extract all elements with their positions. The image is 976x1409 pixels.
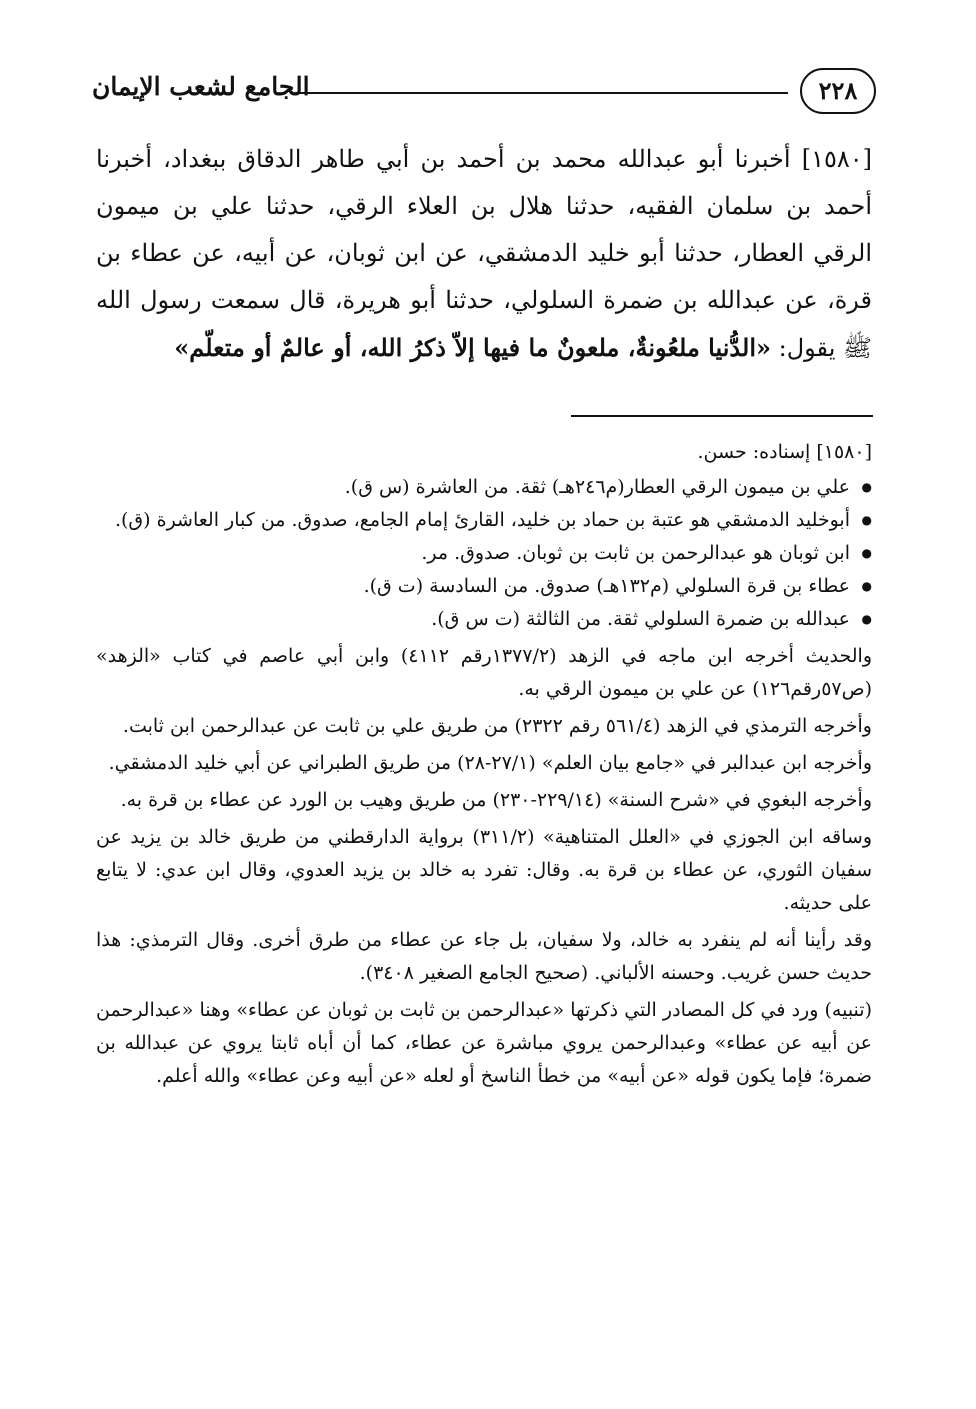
narrator-item: ● أبوخليد الدمشقي هو عتبة بن حماد بن خليد، القارئ إمام الجامع، صدوق. من كبار العاشرة (ق).: [96, 504, 852, 537]
takhrij-paragraph: وأخرجه الترمذي في الزهد (٥٦١/٤ رقم ٢٣٢٢) من طريق علي بن ثابت عن عبدالرحمن ابن ثابت.: [122, 715, 872, 737]
page-number: ٢٢٨: [800, 68, 876, 114]
hadith-matn: «الدُّنيا ملعُونةٌ، ملعونٌ ما فيها إلاّ ذكرُ الله، أو عالمٌ أو متعلّم»: [174, 333, 771, 362]
narrator-item: ● ابن ثوبان هو عبدالرحمن بن ثابت بن ثوبان. صدوق. مر.: [96, 537, 852, 570]
takhrij-paragraph: وأخرجه ابن عبدالبر في «جامع بيان العلم» (٢٧/١-٢٨) من طريق الطبراني عن أبي خليد الدمشقي.: [108, 752, 872, 774]
hadith-ref-number: [١٥٨٠]: [801, 145, 872, 173]
tanbih-paragraph: (تنبيه) ورد في كل المصادر التي ذكرتها «عبدالرحمن بن ثابت بن ثوبان عن عطاء» وهنا «عبدالرحمن عن أبيه عن عطاء» وعبدالرحمن يروي مباشرة عن عطاء، كما أن أباه ثابتا يروي عن عبدالله بن ضمرة؛ فإما يكون قوله «عن أبيه» من خطأ الناسخ أو لعله «عن أبيه وعن عطاء» والله أعلم.: [96, 999, 872, 1087]
takhrij-paragraph: والحديث أخرجه ابن ماجه في الزهد (١٣٧٧/٢رقم ٤١١٢) وابن أبي عاصم في كتاب «الزهد» (ص٥٧رقم١٢٦) عن علي بن ميمون الرقي به.: [96, 645, 872, 700]
takhrij-paragraph: وقد رأينا أنه لم ينفرد به خالد، ولا سفيان، بل جاء عن عطاء من طرق أخرى. وقال الترمذي: هذا حديث حسن غريب. وحسنه الألباني. (صحيح الجامع الصغير ٣٤٠٨).: [96, 929, 872, 984]
narrator-item: ● عبدالله بن ضمرة السلولي ثقة. من الثالثة (ت س ق).: [96, 603, 852, 636]
narrator-item: ● عطاء بن قرة السلولي (م١٣٢هـ) صدوق. من السادسة (ت ق).: [96, 570, 852, 603]
hadith-body: [96, 136, 872, 372]
takhrij-paragraph: وساقه ابن الجوزي في «العلل المتناهية» (٣١١/٢) برواية الدارقطني من طريق خالد بن يزيد عن سفيان الثوري، عن عطاء بن قرة به. وقال: تفرد به خالد بن يزيد العدوي، وقال ابن عدي: لا يتابع على حديثه.: [96, 826, 873, 914]
page-header: [92, 66, 876, 122]
running-title: الجامع لشعب الإيمان: [92, 72, 310, 101]
footnote-separator: [571, 415, 873, 417]
narrator-item: ● علي بن ميمون الرقي العطار(م٢٤٦هـ) ثقة. من العاشرة (س ق).: [96, 471, 852, 504]
narrator-list: [96, 471, 872, 636]
hadith-isnad: أخبرنا أبو عبدالله محمد بن أحمد بن أبي طاهر الدقاق ببغداد، أخبرنا أحمد بن سلمان الفقيه، حدثنا هلال بن العلاء الرقي، حدثنا علي بن ميمون الرقي العطار، حدثنا أبو خليد الدمشقي، عن ابن ثوبان، عن أبيه، عن عطاء بن قرة، عن عبدالله بن ضمرة السلولي، حدثنا أبو هريرة، قال سمعت رسول الله ﷺ يقول:: [96, 145, 872, 362]
header-rule: [296, 92, 788, 94]
takhrij-paragraph: وأخرجه البغوي في «شرح السنة» (٢٢٩/١٤-٢٣٠) من طريق وهيب بن الورد عن عطاء بن قرة به.: [120, 789, 872, 811]
footnote-heading: [١٥٨٠] إسناده: حسن.: [697, 441, 872, 463]
footnotes: [96, 436, 872, 1097]
